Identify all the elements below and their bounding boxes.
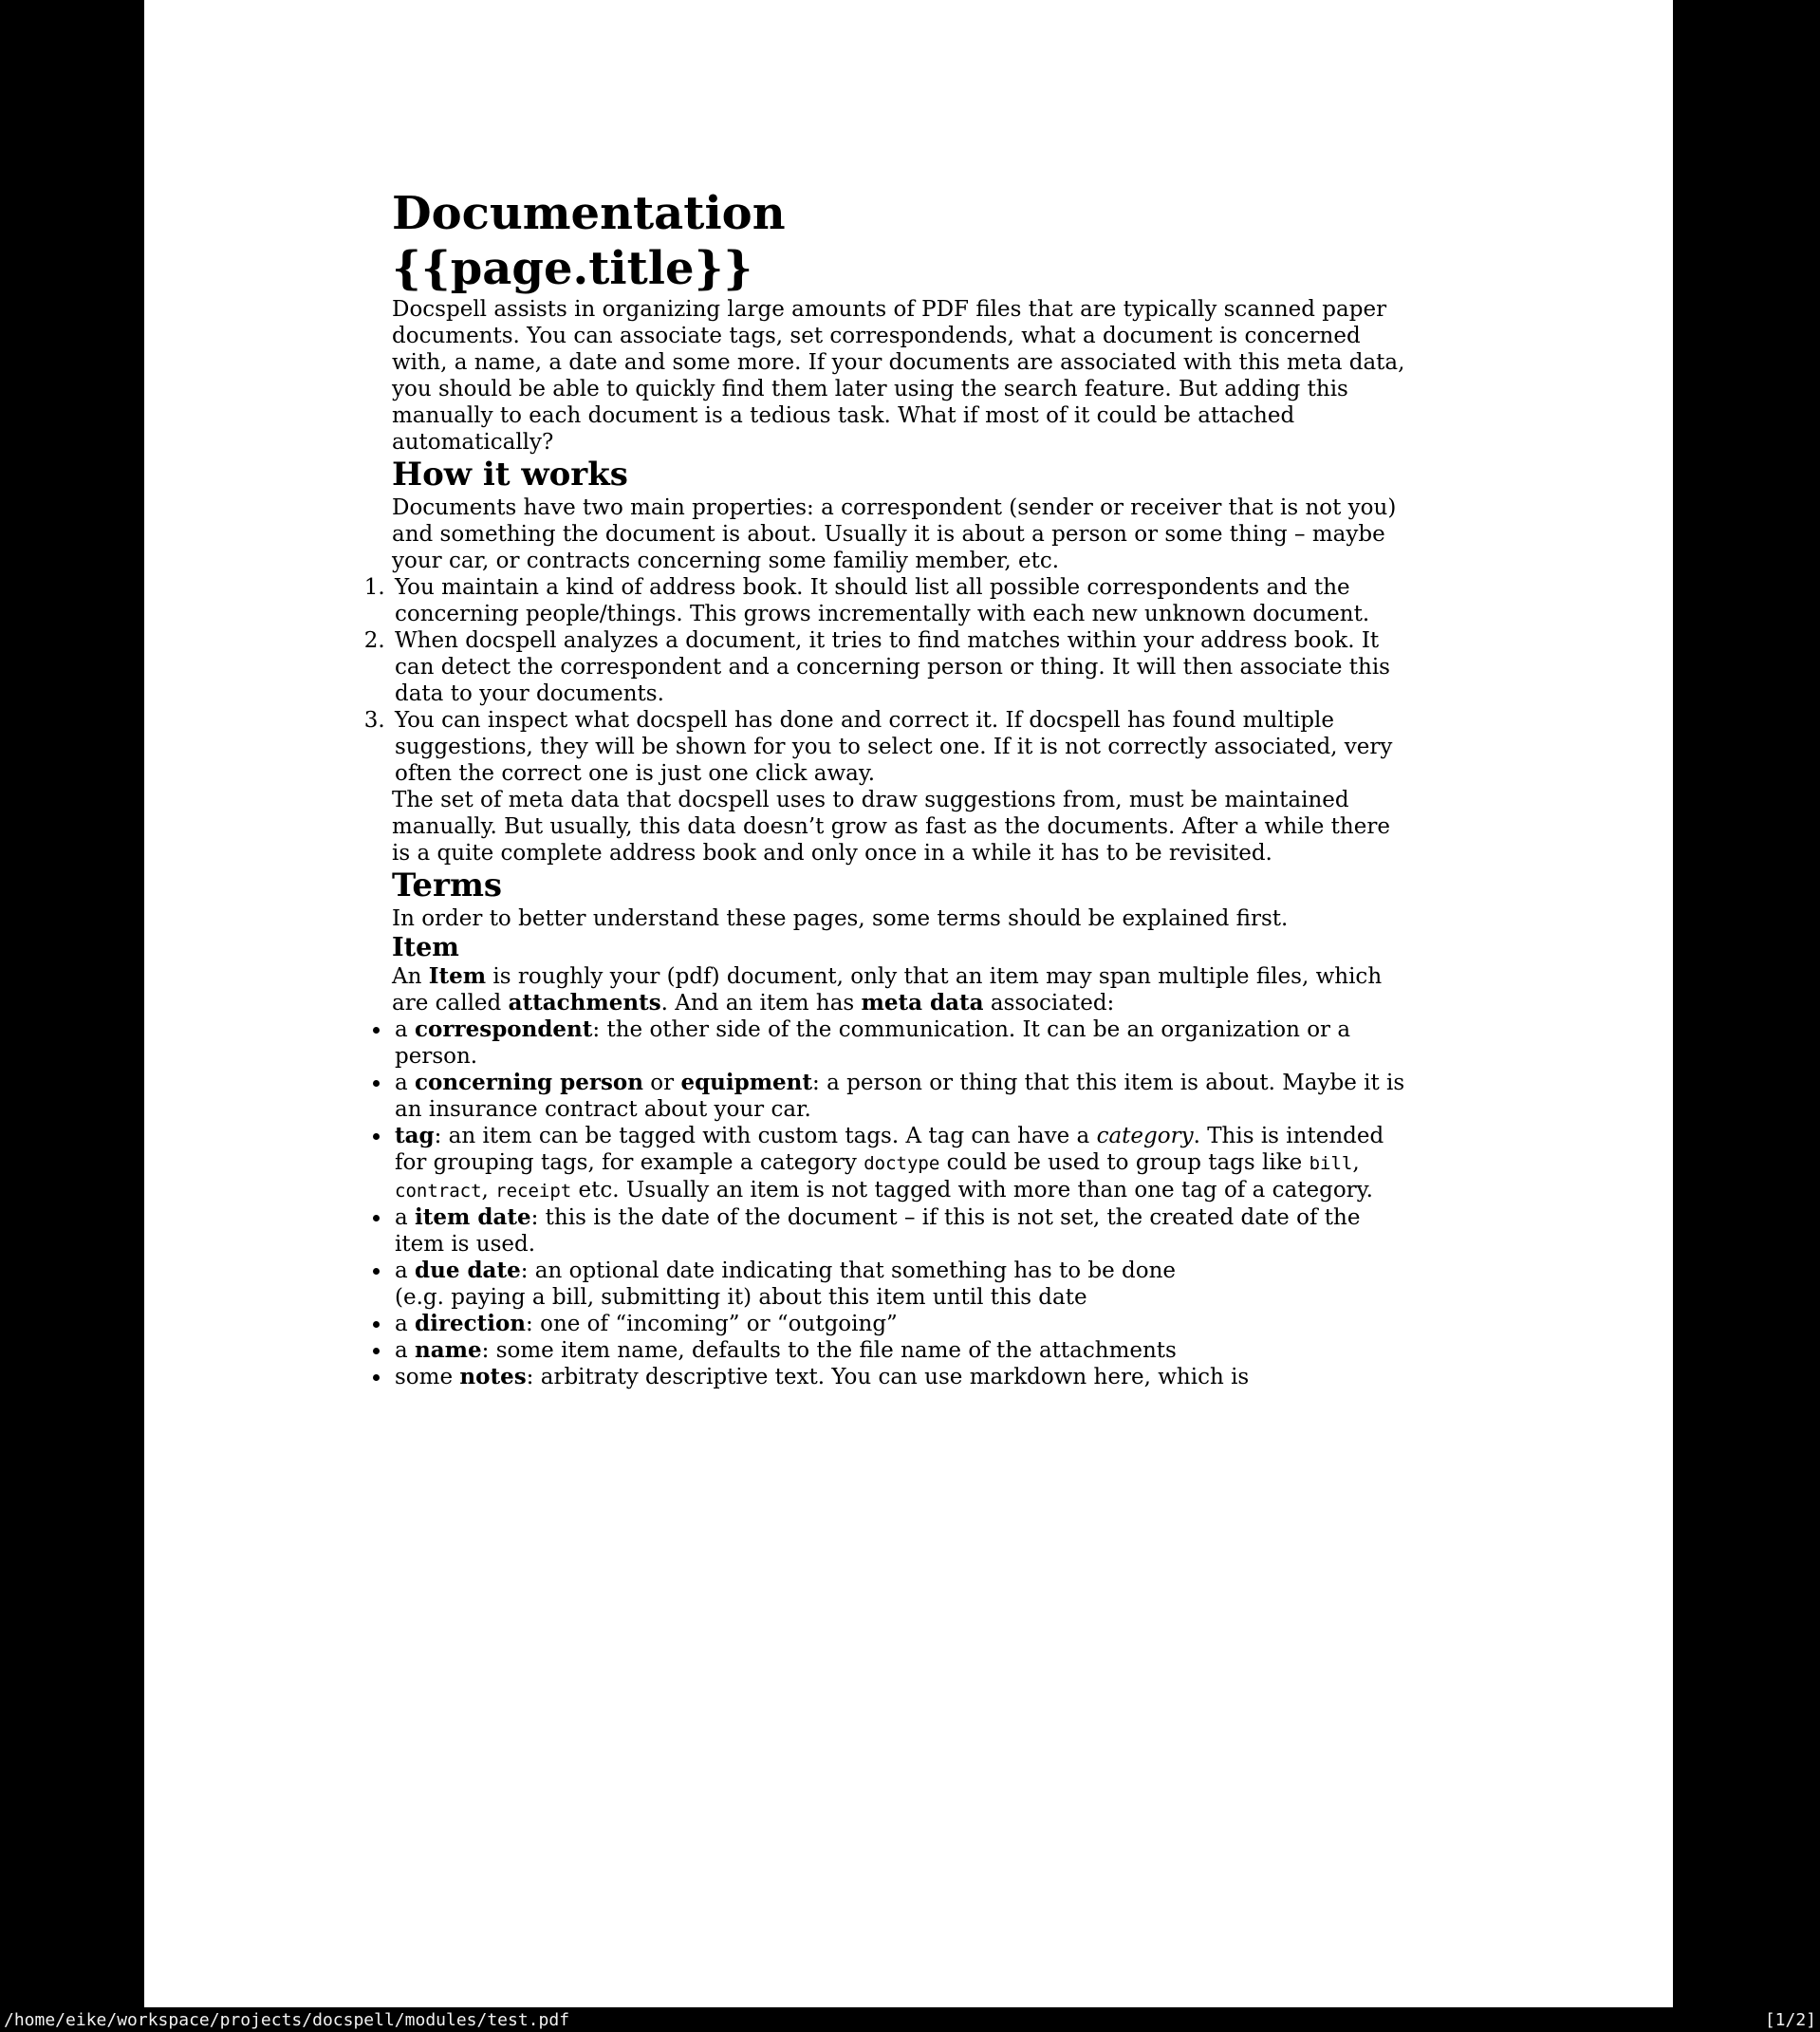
pdf-page <box>144 0 1673 2007</box>
paragraph-properties: Documents have two main properties: a correspondent (sender or receiver that is not you) and something the document is about. Usually it is about a person or some thing – maybe your car, or contracts concerning some familiy member, etc. <box>392 495 1397 573</box>
meta-list-item-due-date: • a due date: an optional date indicating that something has to be done (e.g. paying a bill, submitting it) about this item until this date <box>392 1258 1407 1311</box>
item-meta-bullet-list <box>392 1016 1407 1390</box>
workflow-list-item: 1. You maintain a kind of address book. It should list all possible correspondents and the concerning people/things. This grows incrementally with each new unknown document. <box>392 574 1407 627</box>
paragraph-meta-data: The set of meta data that docspell uses to draw suggestions from, must be maintained manually. But usually, this data doesn’t grow as fast as the documents. After a while there is a quite complete address book and only once in a while it has to be revisited. <box>392 788 1390 866</box>
paragraph-item-definition: An Item is roughly your (pdf) document, only that an item may span multiple files, which are called attachments. And an item has meta data associated: <box>392 963 1383 1016</box>
workflow-list-item: 3. You can inspect what docspell has done and correct it. If docspell has found multiple suggestions, they will be shown for you to select one. If it is not correctly associated, very often the correct one is just one click away. <box>392 707 1407 787</box>
heading-terms: Terms <box>392 867 503 904</box>
paragraph-terms-intro: In order to better understand these pages, some terms should be explained first. <box>392 906 1289 931</box>
page-content <box>392 0 1407 1390</box>
meta-list-item-item-date: • a item date: this is the date of the document – if this is not set, the created date of the item is used. <box>392 1204 1407 1258</box>
workflow-ordered-list <box>392 574 1407 787</box>
statusbar <box>0 2007 1820 2032</box>
meta-list-item-correspondent: • a correspondent: the other side of the communication. It can be an organization or a person. <box>392 1016 1407 1070</box>
heading-item: Item <box>392 933 459 962</box>
doc-heading-page-title-var: {{page.title}} <box>392 242 753 295</box>
meta-list-item-name: • a name: some item name, defaults to the file name of the attachments <box>392 1337 1407 1364</box>
heading-how-it-works: How it works <box>392 456 628 494</box>
paragraph-intro: Docspell assists in organizing large amounts of PDF files that are typically scanned paper documents. You can associate tags, set correspondends, what a document is concerned with, a name, a date and some more. If your documents are associated with this meta data, you should be able to quickly find them later using the search feature. But adding this manually to each document is a tedious task. What if most of it could be attached automatically? <box>392 297 1405 455</box>
doc-heading-documentation: Documentation <box>392 187 786 240</box>
meta-list-item-tag: • tag: an item can be tagged with custom tags. A tag can have a category. This is intended for grouping tags, for example a category doctype could be used to group tags like bill, contract, receipt etc. Usually an item is not tagged with more than one tag of a category. <box>392 1123 1407 1204</box>
statusbar-page-indicator: [1/2] <box>1764 2009 1816 2030</box>
meta-list-item-direction: • a direction: one of “incoming” or “outgoing” <box>392 1311 1407 1337</box>
meta-list-item-concerning: • a concerning person or equipment: a person or thing that this item is about. Maybe it is an insurance contract about your car. <box>392 1070 1407 1123</box>
statusbar-file-path: /home/eike/workspace/projects/docspell/modules/test.pdf <box>4 2009 570 2030</box>
workflow-list-item: 2. When docspell analyzes a document, it tries to find matches within your address book. It can detect the correspondent and a concerning person or thing. It will then associate this data to your documents. <box>392 627 1407 707</box>
meta-list-item-notes: • some notes: arbitraty descriptive text. You can use markdown here, which is <box>392 1364 1407 1390</box>
